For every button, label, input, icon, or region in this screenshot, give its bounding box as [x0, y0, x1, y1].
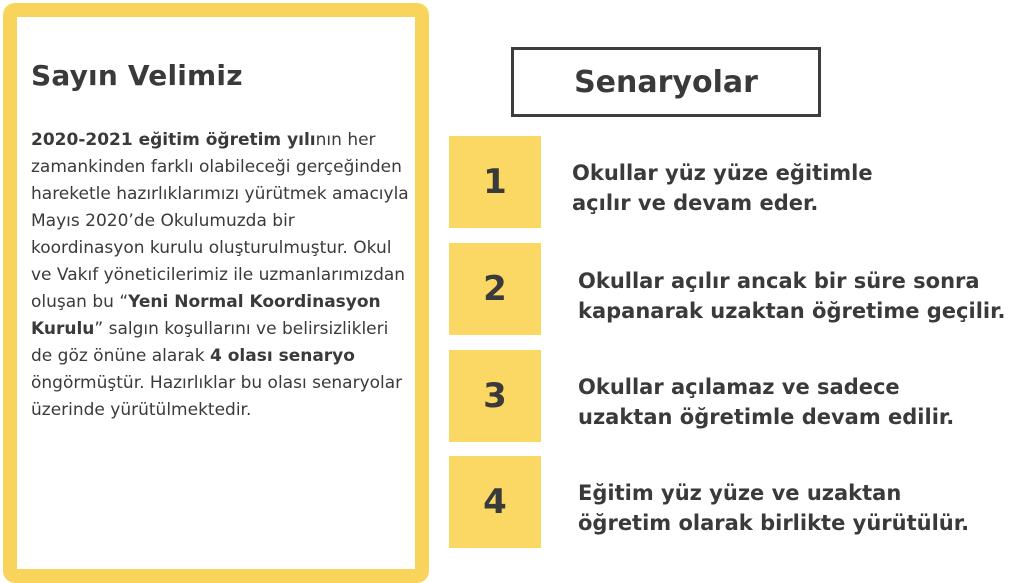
- scenario-text-3: [578, 372, 954, 432]
- scenario-number-1: 1: [449, 136, 541, 228]
- parent-letter-panel: [3, 3, 429, 583]
- letter-body-part-5: 4 olası senaryo: [209, 346, 355, 366]
- letter-body-part-6: öngörmüştür. Hazırlıklar bu olası senaryolar üzerinde yürütülmektedir.: [31, 373, 403, 420]
- scenario-2-line-1: Okullar açılır ancak bir süre sonra: [578, 269, 980, 293]
- scenarios-header-box: [511, 47, 821, 117]
- scenario-3-line-2: uzaktan öğretimle devam edilir.: [578, 405, 955, 429]
- scenario-text-2: [578, 266, 1005, 326]
- scenario-4-line-2: öğretim olarak birlikte yürütülür.: [578, 511, 970, 535]
- scenarios-title: Senaryolar: [574, 64, 758, 100]
- scenario-3-line-1: Okullar açılamaz ve sadece: [578, 375, 900, 399]
- letter-title: Sayın Velimiz: [31, 59, 243, 92]
- scenario-text-4: [578, 478, 969, 538]
- letter-body-part-2: nın her zamankinden farklı olabileceği gerçeğinden hareketle hazırlıklarımızı yürütmek amacıyla Mayıs 2020’de Okulumuzda bir koordinasyon kurulu oluşturulmuştur. Okul ve Vakıf yöneticilerimiz ile uzmanlarımızdan oluşan bu “: [31, 130, 409, 312]
- letter-body-part-4: ” salgın koşullarını ve belirsizlikleri de göz önüne alarak: [31, 319, 389, 366]
- scenario-1-line-2: açılır ve devam eder.: [572, 191, 819, 215]
- scenario-number-3: 3: [449, 350, 541, 442]
- scenario-4-line-1: Eğitim yüz yüze ve uzaktan: [578, 481, 902, 505]
- letter-body: [31, 127, 411, 424]
- letter-body-part-1: 2020-2021 eğitim öğretim yılı: [31, 130, 316, 150]
- scenario-1-line-1: Okullar yüz yüze eğitimle: [572, 161, 873, 185]
- scenario-number-4: 4: [449, 456, 541, 548]
- scenario-text-1: [572, 158, 873, 218]
- letter-body-part-3: Yeni Normal Koordinasyon Kurulu: [31, 292, 381, 339]
- scenario-2-line-2: kapanarak uzaktan öğretime geçilir.: [578, 299, 1006, 323]
- scenario-number-2: 2: [449, 243, 541, 335]
